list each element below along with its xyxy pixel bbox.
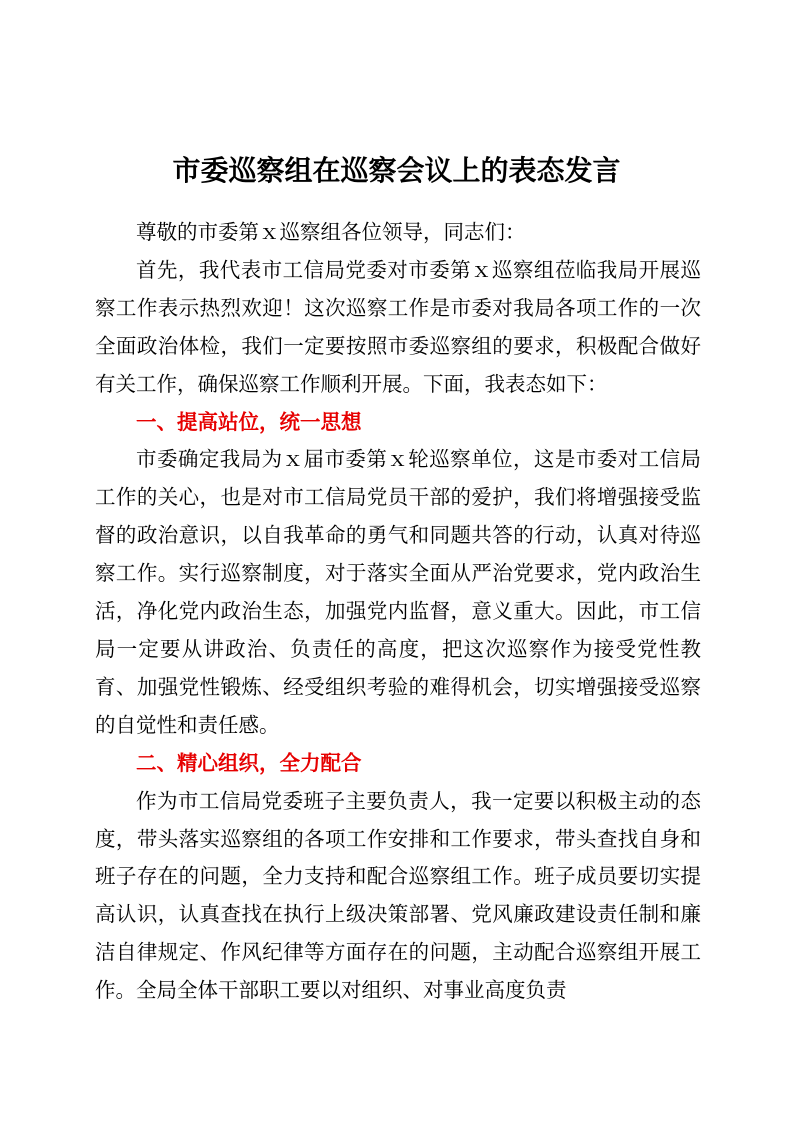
section-paragraph-1: 市委确定我局为ｘ届市委第ｘ轮巡察单位，这是市委对工信局工作的关心，也是对市工信局党员干部的爱护，我们将增强接受监督的政治意识，以自我革命的勇气和同题共答的行动，认真对待巡察工作。实行巡察制度，对于落实全面从严治党要求，党内政治生活，净化党内政治生态，加强党内监督，意义重大。因此，市工信局一定要从讲政治、负责任的高度，把这次巡察作为接受党性教育、加强党性锻炼、经受组织考验的难得机会，切实增强接受巡察的自觉性和责任感。 (95, 447, 701, 737)
section-heading-2: 二、精心组织，全力配合 (136, 750, 362, 775)
section-heading-1: 一、提高站位，统一思想 (136, 409, 362, 434)
intro-paragraph: 首先，我代表市工信局党委对市委第ｘ巡察组莅临我局开展巡察工作表示热烈欢迎！这次巡察工作是市委对我局各项工作的一次全面政治体检，我们一定要按照市委巡察组的要求，积极配合做好有关工作，确保巡察工作顺利开展。下面，我表态如下： (95, 257, 701, 396)
document-body (95, 214, 701, 1010)
salutation: 尊敬的市委第ｘ巡察组各位领导，同志们： (136, 220, 526, 244)
document-title: 市委巡察组在巡察会议上的表态发言 (172, 154, 621, 187)
section-paragraph-2: 作为市工信局党委班子主要负责人，我一定要以积极主动的态度，带头落实巡察组的各项工作安排和工作要求，带头查找自身和班子存在的问题，全力支持和配合巡察组工作。班子成员要切实提高认识，认真查找在执行上级决策部署、党风廉政建设责任制和廉洁自律规定、作风纪律等方面存在的问题，主动配合巡察组开展工作。全局全体干部职工要以对组织、对事业高度负责 (95, 788, 701, 1003)
